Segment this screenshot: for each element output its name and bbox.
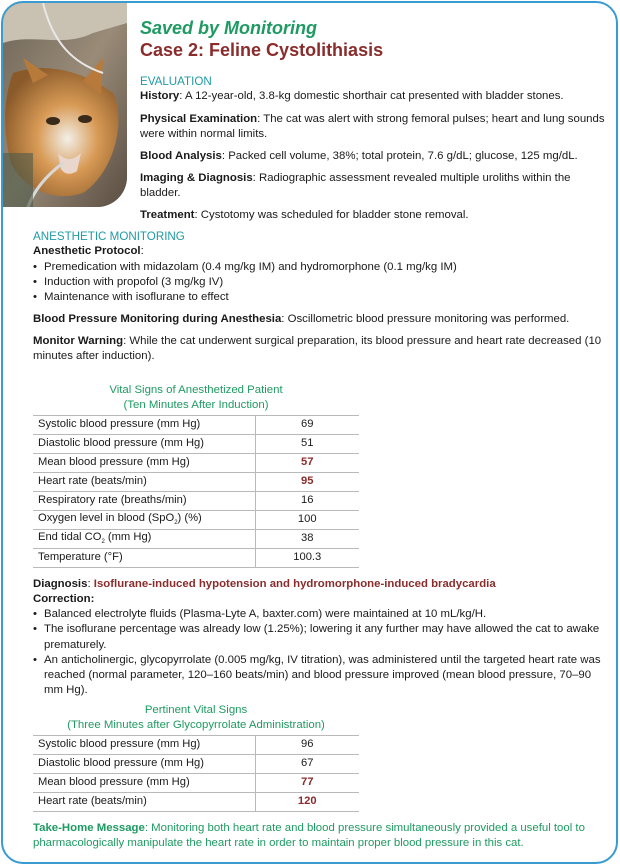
row-label: Systolic blood pressure (mm Hg): [33, 735, 255, 754]
row-value: 100: [255, 510, 359, 529]
diagnosis-colon: :: [87, 578, 94, 590]
table-row: [33, 453, 359, 472]
history-paragraph: [140, 89, 606, 104]
exam-paragraph: [140, 112, 606, 142]
warning-paragraph: [33, 334, 605, 364]
list-item: • The isoflurane percentage was already low (1.25%); lowering it any further may have allowed the cat to awake prematurely.: [33, 622, 605, 652]
table1: [33, 415, 359, 568]
evaluation-heading: EVALUATION: [140, 75, 212, 88]
diagnosis-line: [33, 577, 605, 592]
table1-caption-line1: Vital Signs of Anesthetized Patient: [109, 384, 283, 396]
treatment-label: Treatment: [140, 209, 195, 222]
blood-text: : Packed cell volume, 38%; total protein, 7.6 g/dL; glucose, 125 mg/dL.: [221, 149, 578, 162]
list-item: • Balanced electrolyte fluids (Plasma-Lyte A, baxter.com) were maintained at 10 mL/kg/H.: [33, 607, 605, 622]
page-frame: [1, 1, 618, 864]
table-row: [33, 415, 359, 434]
row-label: Respiratory rate (breaths/min): [33, 491, 255, 510]
protocol-colon: :: [140, 245, 144, 258]
table2: [33, 735, 359, 812]
protocol-label: Anesthetic Protocol: [33, 245, 141, 258]
row-value-highlight: 57: [255, 453, 359, 472]
row-value: 51: [255, 434, 359, 453]
table-row: [33, 548, 359, 567]
row-value-highlight: 77: [255, 773, 359, 792]
list-item: • Premedication with midazolam (0.4 mg/kg IM) and hydromorphone (0.1 mg/kg IM): [33, 260, 605, 275]
list-item: • An anticholinergic, glycopyrrolate (0.005 mg/kg, IV titration), was administered until the targeted heart rate was reached (normal parameter, 120–160 beats/min) and blood pressure improved (mean blood pressure, 70–90 mm Hg).: [33, 653, 605, 698]
history-label: History: [140, 90, 180, 103]
row-label: End tidal $CO_2$ (mm Hg): [33, 529, 255, 548]
row-value: 38: [255, 529, 359, 548]
row-label: Diastolic blood pressure (mm Hg): [33, 754, 255, 773]
table-row: [33, 735, 359, 754]
table-row: [33, 510, 359, 529]
bp-paragraph: [33, 312, 605, 327]
diagnosis-section: [33, 577, 605, 698]
monitoring-heading: ANESTHETIC MONITORING: [33, 230, 185, 243]
row-label: Heart rate (beats/min): [33, 792, 255, 811]
monitoring-section: [33, 229, 605, 372]
bp-text: : Oscillometric blood pressure monitoring was performed.: [281, 313, 570, 326]
cat-photo: [3, 3, 127, 207]
bp-label: Blood Pressure Monitoring during Anesthesia: [33, 313, 282, 326]
table-row: [33, 529, 359, 548]
diagnosis-text: Isoflurane-induced hypotension and hydromorphone-induced bradycardia: [93, 578, 496, 590]
exam-label: Physical Examination: [140, 112, 258, 125]
blood-label: Blood Analysis: [140, 149, 222, 162]
correction-list: [33, 607, 605, 698]
row-value-highlight: 95: [255, 472, 359, 491]
list-item: • Maintenance with isoflurane to effect: [33, 290, 605, 305]
table-row: [33, 792, 359, 811]
table-row: [33, 472, 359, 491]
treatment-text: : Cystotomy was scheduled for bladder stone removal.: [194, 209, 469, 222]
table-row: [33, 773, 359, 792]
row-label: Oxygen level in blood (SpO$_2$) (%): [33, 510, 255, 529]
protocol-list: [33, 260, 605, 305]
header-title-line2: Case 2: Feline Cystolithiasis: [140, 40, 384, 60]
warning-label: Monitor Warning: [33, 335, 124, 348]
row-value: 69: [255, 415, 359, 434]
diagnosis-label: Diagnosis: [33, 578, 88, 590]
row-label: Temperature (°F): [33, 548, 255, 567]
row-value: 67: [255, 754, 359, 773]
row-value: 100.3: [255, 548, 359, 567]
row-label: Heart rate (beats/min): [33, 472, 255, 491]
row-value: 96: [255, 735, 359, 754]
table-row: [33, 491, 359, 510]
exam-text: : The cat was alert with strong femoral pulses; heart and lung sounds were within normal limits.: [140, 112, 605, 140]
row-value-highlight: 120: [255, 792, 359, 811]
protocol-heading: [33, 244, 605, 259]
list-item: • Induction with propofol (3 mg/kg IV): [33, 275, 605, 290]
table2-caption-line1: Pertinent Vital Signs: [144, 704, 248, 716]
table-row: [33, 434, 359, 453]
table-row: [33, 754, 359, 773]
row-label: Diastolic blood pressure (mm Hg): [33, 434, 255, 453]
imaging-label: Imaging & Diagnosis: [140, 172, 253, 185]
row-label: Mean blood pressure (mm Hg): [33, 773, 255, 792]
row-label: Systolic blood pressure (mm Hg): [33, 415, 255, 434]
evaluation-section: [140, 74, 606, 231]
table2-caption-line2: (Three Minutes after Glycopyrrolate Administration): [67, 718, 325, 731]
table1-caption-line2: (Ten Minutes After Induction): [123, 398, 269, 411]
correction-label: Correction:: [33, 593, 95, 606]
blood-paragraph: [140, 149, 606, 164]
row-value: 16: [255, 491, 359, 510]
row-label: Mean blood pressure (mm Hg): [33, 453, 255, 472]
takehome-label: Take-Home Message: [33, 822, 145, 834]
vitals-table-2: [33, 703, 359, 812]
treatment-paragraph: [140, 208, 606, 223]
imaging-text: : Radiographic assessment revealed multiple uroliths within the bladder.: [140, 172, 571, 200]
imaging-paragraph: [140, 171, 606, 201]
vitals-table-1: [33, 383, 359, 568]
takehome-text: : Monitoring both heart rate and blood pressure simultaneously provided a useful tool to pharmacologically manipulate the heart rate in order to maintain proper blood pressure in this cat.: [33, 822, 585, 850]
header-title-line1: Saved by Monitoring: [140, 18, 318, 38]
takehome-section: [33, 821, 605, 851]
history-text: : A 12-year-old, 3.8-kg domestic shorthair cat presented with bladder stones.: [179, 90, 564, 103]
warning-text: : While the cat underwent surgical preparation, its blood pressure and heart rate decreased (10 minutes after induction).: [33, 335, 602, 363]
